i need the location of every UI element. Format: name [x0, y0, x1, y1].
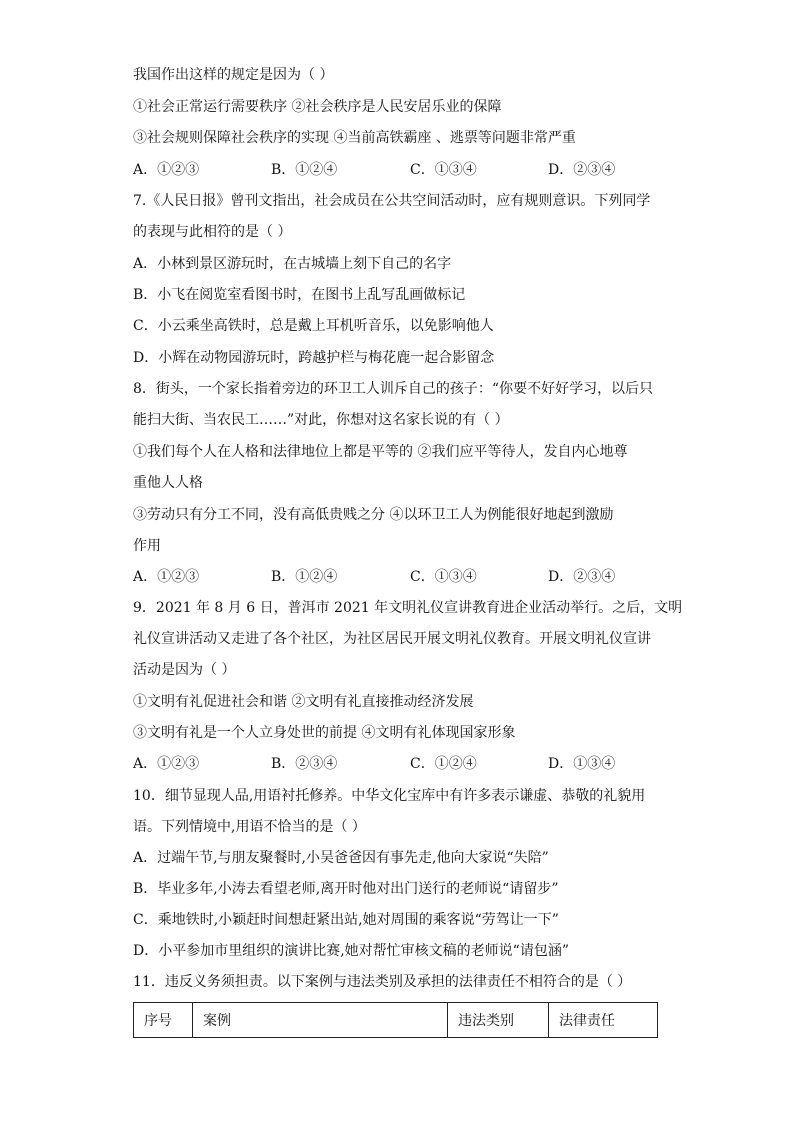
- q10-stem-line-1: 10．细节显现人品,用语衬托修养。中华文化宝库中有许多表示谦虚、恭敬的礼貌用: [133, 788, 646, 804]
- q7-option-d: D．小辉在动物园游玩时，跨越护栏与梅花鹿一起合影留念: [133, 350, 495, 366]
- q8-stem-line-1: 8．街头，一个家长指着旁边的环卫工人训斥自己的孩子：“你要不好好学习，以后只: [133, 381, 654, 397]
- q9-statement-1-2: ①文明有礼促进社会和谐 ②文明有礼直接推动经济发展: [133, 694, 474, 710]
- q6-option-d: D．②③④: [548, 162, 616, 178]
- q8-stem-line-2: 能扫大街、当农民工……”对此，你想对这名家长说的有（ ）: [133, 412, 509, 428]
- q6-option-c: C．①③④: [410, 162, 477, 178]
- q9-statement-3-4: ③文明有礼是一个人立身处世的前提 ④文明有礼体现国家形象: [133, 725, 516, 741]
- q6-statement-3-4: ③社会规则保障社会秩序的实现 ④当前高铁霸座 、逃票等问题非常严重: [133, 130, 576, 146]
- q10-option-b: B．毕业多年,小涛去看望老师,离开时他对出门送行的老师说“请留步”: [133, 881, 559, 897]
- q6-statement-1-2: ①社会正常运行需要秩序 ②社会秩序是人民安居乐业的保障: [133, 99, 502, 115]
- q6-stem-end: 我国作出这样的规定是因为（ ）: [133, 67, 334, 83]
- q7-option-c: C．小云乘坐高铁时，总是戴上耳机听音乐，以免影响他人: [133, 318, 494, 334]
- q9-option-d: D．①③④: [548, 756, 616, 772]
- q8-statement-2-cont: 重他人人格: [133, 475, 203, 491]
- q11-table: [133, 1002, 658, 1038]
- q9-option-b: B．②③④: [271, 756, 338, 772]
- table-header-cell: 序号: [134, 1003, 193, 1038]
- q8-statement-1-2: ①我们每个人在人格和法律地位上都是平等的 ②我们应平等待人，发自内心地尊: [133, 444, 628, 460]
- q7-stem-line-2: 的表现与此相符的是（ ）: [133, 224, 292, 240]
- q10-stem-line-2: 语。下列情境中,用语不恰当的是（ ）: [133, 819, 366, 835]
- q8-statement-4-cont: 作用: [133, 538, 161, 554]
- q9-stem-line-1: 9．2021 年 8 月 6 日，普洱市 2021 年文明礼仪宣讲教育进企业活动举行。之后，文明: [133, 600, 683, 616]
- q6-option-a: A．①②③: [133, 162, 200, 178]
- table-header-cell: 案例: [193, 1003, 448, 1038]
- q7-option-b: B．小飞在阅览室看图书时，在图书上乱写乱画做标记: [133, 287, 466, 303]
- q10-option-a: A．过端午节,与朋友聚餐时,小吴爸爸因有事先走,他向大家说“失陪”: [133, 850, 549, 866]
- q7-option-a: A．小林到景区游玩时，在古城墙上刻下自己的名字: [133, 256, 452, 272]
- q9-option-a: A．①②③: [133, 756, 200, 772]
- q9-stem-line-2: 礼仪宣讲活动又走进了各个社区，为社区居民开展文明礼仪教育。开展文明礼仪宣讲: [133, 631, 651, 647]
- q11-stem: 11．违反义务须担责。以下案例与违法类别及承担的法律责任不相符合的是（ ）: [133, 974, 632, 990]
- q6-option-b: B．①②④: [271, 162, 338, 178]
- q10-option-c: C．乘地铁时,小颖赶时间想赶紧出站,她对周围的乘客说“劳驾让一下”: [133, 912, 559, 928]
- table-header-row: [134, 1003, 658, 1038]
- q8-option-b: B．①②④: [271, 569, 338, 585]
- q9-option-c: C．①②④: [410, 756, 477, 772]
- q8-option-a: A．①②③: [133, 569, 200, 585]
- q8-option-c: C．①③④: [410, 569, 477, 585]
- table-header-cell: 违法类别: [448, 1003, 549, 1038]
- q8-option-d: D．②③④: [548, 569, 616, 585]
- q7-stem-line-1: 7.《人民日报》曾刊文指出，社会成员在公共空间活动时，应有规则意识。下列同学: [133, 193, 651, 209]
- table-header-cell: 法律责任: [549, 1003, 658, 1038]
- q8-statement-3-4: ③劳动只有分工不同，没有高低贵贱之分 ④以环卫工人为例能很好地起到激励: [133, 507, 614, 523]
- q10-option-d: D．小平参加市里组织的演讲比赛,她对帮忙审核文稿的老师说“请包涵”: [133, 943, 569, 959]
- q9-stem-line-3: 活动是因为（ ）: [133, 662, 236, 678]
